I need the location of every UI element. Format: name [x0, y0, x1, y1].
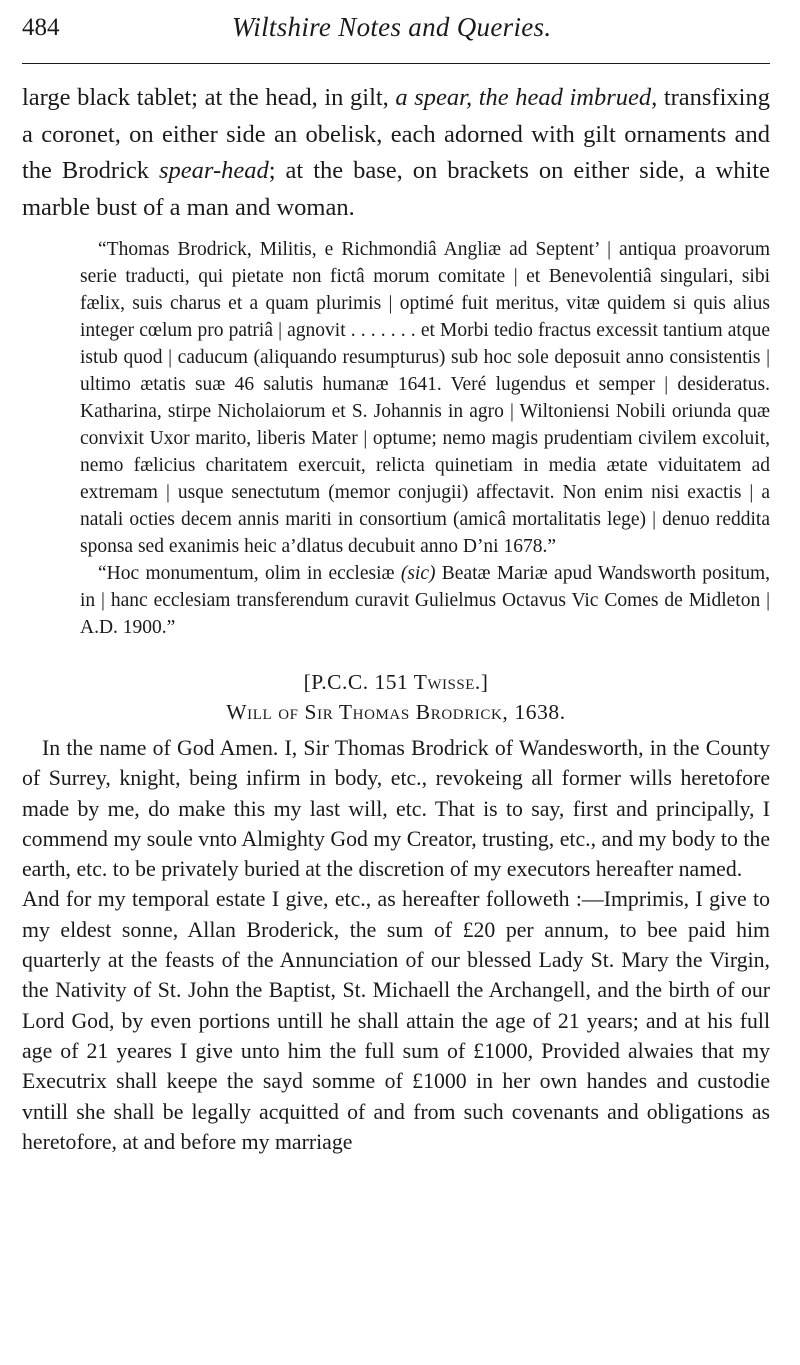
running-title: Wiltshire Notes and Queries.	[232, 12, 552, 42]
monument-sic: (sic)	[400, 563, 436, 584]
will-title: Will of Sir Thomas Brodrick, 1638.	[226, 700, 566, 724]
will-paragraph-2: And for my temporal estate I give, etc., as hereafter followeth :—Imprimis, I give to my eldest sonne, Allan Broderick, the sum of £20 per annum, to bee paid him quarterly at the feasts of the Annunciation of our blessed Lady St. Mary the Virgin, the Nativity of St. John the Baptist, St. Michaell the Archangell, and the birth of our Lord God, by even portions untill he shall attain the age of 21 years; and at his full age of 21 yeares I give unto him the full sum of £1000, Provided alwaies that my Executrix shall keepe the sayd somme of £1000 in her own handes and custodie vntill she shall be legally acquitted of and from such covenants and obligations as heretofore, at and before my marriage	[22, 887, 770, 1154]
intro-italic-spear: a spear, the head imbrued,	[395, 84, 658, 111]
monument-text-3: 1900.”	[117, 617, 176, 638]
inscription-latin: “Thomas Brodrick, Militis, e Richmondiâ Angliæ ad Septent’ | antiqua proavorum serie traducti, qui pietate non fictâ morum comitate | et Benevolentiâ singulari, sibi fælix, suis charus et a quam plurimis | optimé fuit meritus, vitæ quidem si quis alius integer cœlum pro patriâ | agnovit . . . . . . . et Morbi tedio fractus excessit tantium atque istub quod | caducum (aliquando resumpturus) sub hoc sole deposuit anno consistentis | ultimo ætatis suæ 46 salutis humanæ 1641. Veré lugendus et semper | desideratus. Katharina, stirpe Nicholaiorum et S. Johannis in agro | Wiltoniensi Nobili oriunda quæ convixit Uxor marito, liberis Mater | optume; nemo magis prudentiam civilem excoluit, nemo fælicius charitatem exercuit, relicta quinetiam in media ætate viduitatem ad extremam | usque senectutum (memor conjugii) affectavit. Non enim nisi exactis | a natali octies decem annis mariti in consortium (amicâ mortalitatis lege) | denuo reddita sponsa sed exanimis heic a’dlatus decubuit anno D’ni 1678.”	[80, 239, 770, 557]
intro-text-1: large black tablet; at the head, in gilt,	[22, 84, 396, 111]
will-paragraph-1: In the name of God Amen. I, Sir Thomas Brodrick of Wandesworth, in the County of Surrey, knight, being infirm in body, etc., revokeing all former wills heretofore made by me, do make this my last will, etc. That is to say, first and principally, I commend my soule vnto Almighty God my Creator, trusting, etc., and my body to the earth, etc. to be privately buried at the discretion of my executors hereafter named.	[22, 736, 770, 882]
will-body	[22, 733, 770, 1157]
monument-ad: A.D.	[80, 617, 118, 638]
intro-paragraph	[22, 80, 770, 226]
intro-text-3: ; at the base, on brackets on either side, a white marble bust of a man and woman.	[22, 157, 770, 221]
intro-text-2: transfixing a coronet, on either side an obelisk, each adorned with gilt ornaments and the Brodrick	[22, 84, 770, 184]
inscription-monument	[80, 560, 770, 641]
monument-text-1: “Hoc monumentum, olim in ecclesiæ	[98, 563, 401, 584]
monument-text-2: Beatæ Mariæ apud Wandsworth positum, in | hanc ecclesiam transferendum curavit Gulielmus Octavus Vic Comes de Midleton |	[80, 563, 770, 611]
latin-inscription	[80, 236, 770, 641]
page-number: 484	[22, 14, 60, 41]
citation-heading: [P.C.C. 151 Twisse.]	[303, 670, 489, 694]
intro-italic-spear-head: spear-head	[159, 157, 269, 184]
header-rule	[22, 63, 770, 64]
page-header	[22, 0, 770, 52]
